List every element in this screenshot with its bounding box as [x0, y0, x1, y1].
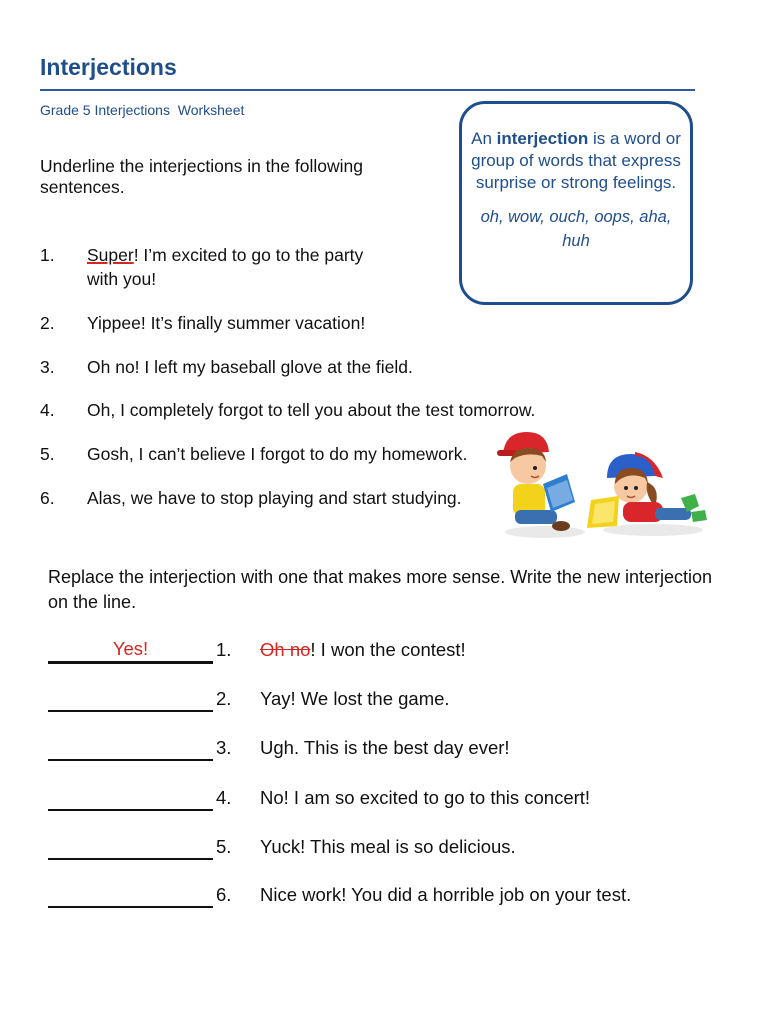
sentence-text: Gosh, I can’t believe I forgot to do my homework.: [87, 444, 468, 464]
definition-term: interjection: [496, 129, 589, 148]
sentence-text: Oh, I completely forgot to tell you about the test tomorrow.: [87, 400, 536, 420]
definition-suffix: is a word or group of words that express surprise or strong feelings.: [471, 129, 681, 192]
answer-line[interactable]: [48, 882, 213, 908]
sentence-text: Oh no! I left my baseball glove at the field.: [87, 357, 413, 377]
answer-line[interactable]: [48, 637, 213, 664]
row-sentence: Yuck! This meal is so delicious.: [260, 836, 516, 857]
definition-text: [462, 128, 690, 194]
row-sentence: No! I am so excited to go to this concert!: [260, 787, 591, 808]
definition-box: [459, 101, 693, 305]
row-number: 4.: [216, 787, 232, 808]
definition-examples: oh, wow, ouch, oops, aha, huh: [480, 208, 672, 250]
row-sentence-rest: ! I won the contest!: [310, 639, 466, 660]
row-number: 3.: [216, 737, 232, 758]
sentence-text: Yippee! It’s finally summer vacation!: [87, 313, 366, 333]
replace-row: [48, 785, 728, 811]
part2-instruction: Replace the interjection with one that makes more sense. Write the new interjection on the line.: [48, 567, 713, 612]
row-number: 1.: [216, 639, 232, 660]
replace-row: [48, 637, 728, 663]
row-number: 5.: [216, 836, 232, 857]
title-divider: [40, 89, 695, 91]
children-reading-illustration: [495, 426, 710, 541]
sentence-number: 3.: [40, 357, 55, 377]
underlined-interjection: Super: [87, 245, 134, 265]
sentence-number: 4.: [40, 400, 55, 420]
answer-line[interactable]: [48, 686, 213, 712]
sentence-text-line2: with you!: [87, 269, 157, 289]
row-sentence: [260, 639, 466, 661]
answer-line[interactable]: [48, 785, 213, 811]
answer-text: Yes!: [112, 638, 149, 659]
replace-row: [48, 834, 728, 860]
row-sentence: Yay! We lost the game.: [260, 688, 450, 709]
part1-instruction: Underline the interjections in the following sentences.: [40, 156, 363, 197]
replace-row: [48, 735, 728, 761]
replace-row: [48, 686, 728, 712]
worksheet-subtitle: Grade 5 Interjections Worksheet: [40, 102, 245, 118]
row-number: 6.: [216, 884, 232, 905]
sentence-text: [87, 243, 363, 267]
sentence-number: 6.: [40, 488, 55, 508]
answer-line[interactable]: [48, 735, 213, 761]
struck-interjection: Oh no: [260, 639, 311, 660]
sentence-number: 5.: [40, 444, 55, 464]
definition-prefix: An: [471, 129, 497, 148]
row-number: 2.: [216, 688, 232, 709]
sentence-number: 1.: [40, 245, 55, 265]
sentence-rest: ! I’m excited to go to the party: [133, 245, 364, 265]
row-sentence: Nice work! You did a horrible job on your test.: [260, 884, 632, 905]
row-sentence: Ugh. This is the best day ever!: [260, 737, 510, 758]
page-title: Interjections: [40, 54, 177, 80]
answer-line[interactable]: [48, 834, 213, 860]
sentence-text: Alas, we have to stop playing and start studying.: [87, 488, 462, 508]
sentence-number: 2.: [40, 313, 55, 333]
replace-row: [48, 882, 728, 908]
